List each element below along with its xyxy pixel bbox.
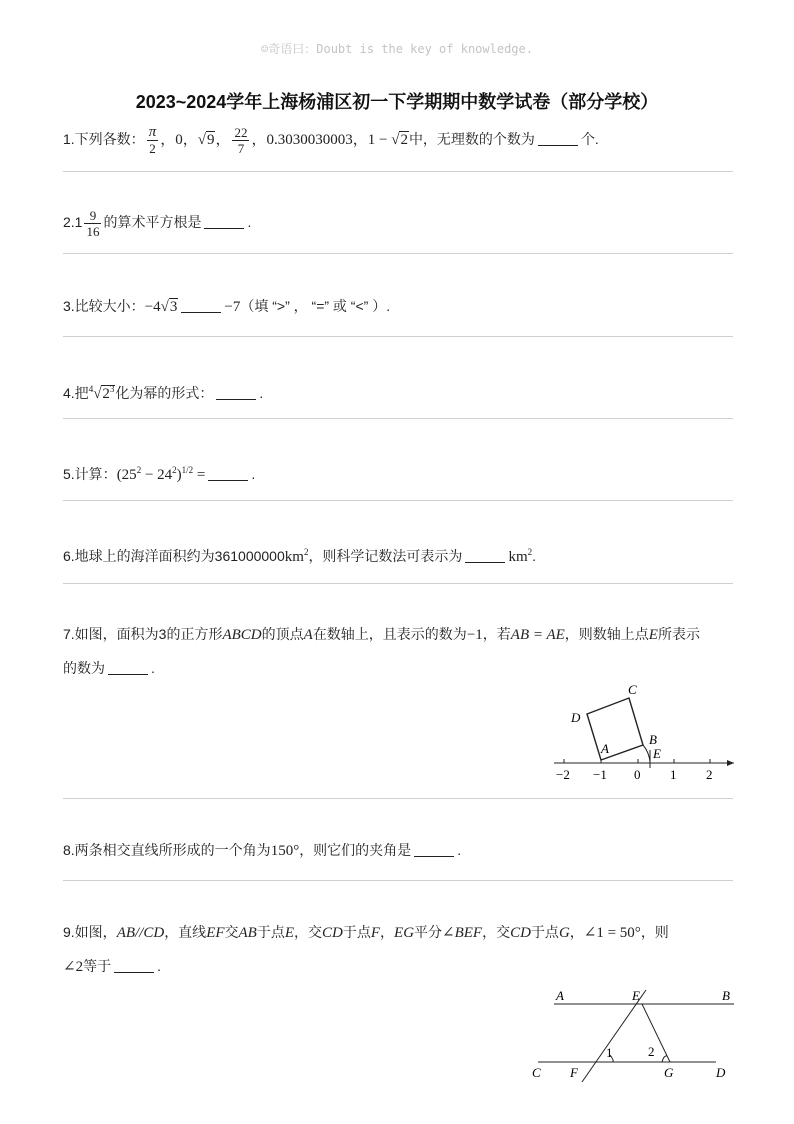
label-angle-2: 2 <box>648 1044 655 1059</box>
q7-line-1: 7.如图，面积为3的正方形ABCD的顶点A在数轴上，且表示的数为−1，若AB = AE，则数轴上点E所表示 <box>63 626 700 643</box>
tick-label-2: 2 <box>706 767 713 782</box>
segment-eg <box>642 1004 670 1062</box>
label-e: E <box>632 988 640 1003</box>
q4-answer-blank[interactable] <box>216 385 256 400</box>
q5-expression: $(25^2 - 24^2)^{1/2}$ = <box>116 465 206 483</box>
q3-answer-blank[interactable] <box>181 298 221 313</box>
q1-fraction-pi-over-2: $\frac{\pi}{2}$ <box>148 123 157 156</box>
arc-b-to-e <box>643 745 650 762</box>
q1-sqrt-9: √9 <box>197 132 215 148</box>
separator <box>63 336 733 337</box>
q1-prefix: 1.下列各数： <box>63 131 145 147</box>
q8-answer-blank[interactable] <box>414 842 454 857</box>
q9-line-2: ∠2等于 . <box>63 958 161 975</box>
q4-radical: $^4√2^3$ <box>88 384 115 402</box>
q6-end: . <box>532 548 536 564</box>
q6-middle: ，则科学记数法可表示为 <box>308 548 463 564</box>
q2-answer-blank[interactable] <box>204 214 244 229</box>
tick-label-1: 1 <box>670 767 677 782</box>
q6-unit-km2: $km^2$ <box>284 547 309 565</box>
label-d: D <box>571 710 581 725</box>
q5-answer-blank[interactable] <box>208 466 248 481</box>
exam-title: 2023~2024学年上海杨浦区初一下学期期中数学试卷（部分学校） <box>135 92 659 112</box>
q6-prefix: 6.地球上的海洋面积约为361000000 <box>63 548 285 564</box>
q3-prefix: 3.比较大小： <box>63 298 145 314</box>
square-abcd <box>587 698 643 760</box>
label-d: D <box>716 1065 726 1080</box>
q2-fraction-9-over-16: $\frac{9}{16}$ <box>86 207 100 239</box>
separator <box>63 418 733 419</box>
question-6 <box>63 536 733 574</box>
q4-prefix: 4.把 <box>63 385 89 401</box>
q8-suffix: ，则它们的夹角是 <box>299 842 412 858</box>
label-a: A <box>601 741 609 756</box>
q7-number-line-figure <box>548 680 738 785</box>
label-f: F <box>570 1065 578 1080</box>
question-5 <box>63 454 733 492</box>
q8-prefix: 8.两条相交直线所形成的一个角为 <box>63 842 271 858</box>
separator <box>63 171 733 172</box>
separator <box>63 253 733 254</box>
q7-line-2: 的数为 . <box>63 660 155 676</box>
question-4 <box>63 373 733 411</box>
label-b: B <box>649 732 657 747</box>
angle-2-arc <box>662 1056 667 1062</box>
label-c: C <box>628 682 637 697</box>
q3-suffix: （填 “>” ， “=” 或 “<” ）. <box>240 298 391 314</box>
tick-label-neg2: −2 <box>556 767 570 782</box>
q1-zero: ，0， <box>160 132 198 148</box>
question-7 <box>63 618 733 685</box>
separator <box>63 798 733 799</box>
q7-answer-blank[interactable] <box>108 660 148 675</box>
question-3 <box>63 290 733 324</box>
label-angle-1: 1 <box>606 1045 613 1060</box>
q1-suffix: 中，无理数的个数为 <box>408 131 535 147</box>
q8-end: . <box>457 842 462 858</box>
watermark: ☺奇语曰：Doubt is the key of knowledge. <box>261 42 533 56</box>
question-9 <box>63 916 733 984</box>
q9-parallel-lines-figure <box>528 982 738 1084</box>
q8-angle: 150° <box>270 843 300 859</box>
q1-unit: 个. <box>580 131 599 147</box>
q6-answer-blank[interactable] <box>465 548 505 563</box>
tick-label-0: 0 <box>634 767 641 782</box>
number-line-arrow <box>727 760 734 766</box>
separator <box>63 880 733 881</box>
label-c: C <box>532 1065 541 1080</box>
q4-suffix: 化为幂的形式： <box>115 385 214 401</box>
q3-neg-4-sqrt-3: −4√3 <box>144 299 178 315</box>
q9-line-1: 9.如图，AB//CD，直线EF交AB于点E，交CD于点F，EG平分∠BEF，交CD于点G，∠1 = 50°，则 <box>63 924 669 941</box>
label-b: B <box>722 988 730 1003</box>
separator <box>63 500 733 501</box>
q2-end: . <box>247 214 252 230</box>
q1-decimal: ，0.3030030003， <box>251 132 368 148</box>
question-1: 1.下列各数： $\frac{\pi}{2}$ ，0，√9， $\frac{22}{7}$ ，0.3030030003，1 − √2中，无理数的个数为 个. <box>63 123 599 156</box>
q1-fraction-22-over-7: $\frac{22}{7}$ <box>234 124 248 156</box>
label-g: G <box>664 1065 674 1080</box>
q2-suffix: 的算术平方根是 <box>103 214 202 230</box>
q3-neg-7: −7 <box>224 299 241 315</box>
q1-sqrt-2: √2 <box>391 132 408 148</box>
q5-end: . <box>251 466 256 482</box>
question-8 <box>63 834 733 868</box>
q1-one-minus: 1 − <box>367 132 392 148</box>
q2-prefix: 2.1 <box>63 214 83 230</box>
question-2 <box>63 206 733 239</box>
separator <box>63 583 733 584</box>
q9-answer-blank[interactable] <box>114 958 154 973</box>
q6-unit-km2-2: $km^2$ <box>508 547 533 565</box>
label-e: E <box>653 746 661 761</box>
q1-answer-blank[interactable] <box>538 131 578 146</box>
q4-end: . <box>259 385 264 401</box>
q5-prefix: 5.计算： <box>63 466 117 482</box>
label-a: A <box>556 988 564 1003</box>
tick-label-neg1: −1 <box>593 767 607 782</box>
